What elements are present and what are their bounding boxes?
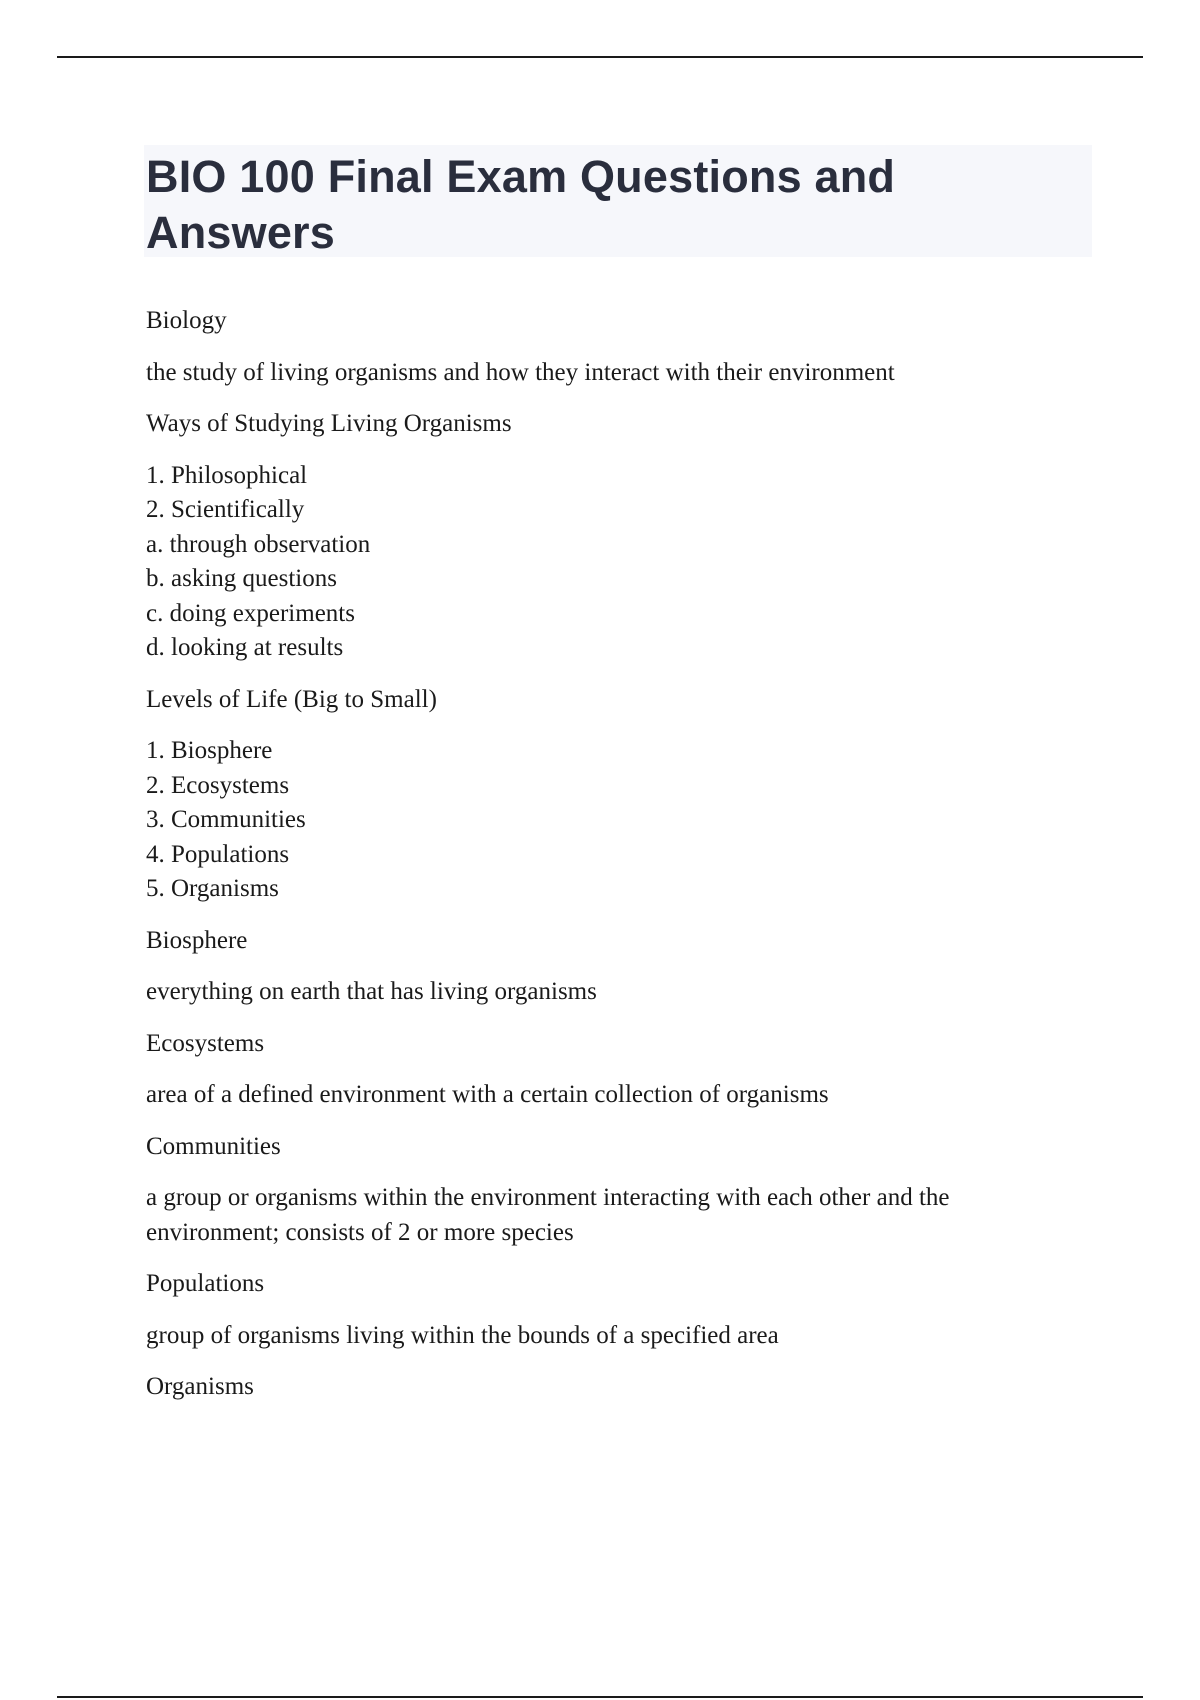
text-line: area of a defined environment with a certain collection of organisms — [146, 1081, 829, 1108]
definition-list — [146, 459, 1086, 666]
text-line: group of organisms living within the bounds of a specified area — [146, 1321, 779, 1349]
list-item: b. asking questions — [146, 565, 337, 592]
page-title: BIO 100 Final Exam Questions and Answers — [146, 151, 896, 258]
top-rule — [57, 56, 1143, 58]
list-item: 4. Populations — [146, 840, 290, 868]
text-line: the study of living organisms and how they interact with their environment — [146, 358, 895, 386]
text-line: everything on earth that has living organisms — [146, 978, 597, 1005]
list-item: c. doing experiments — [146, 599, 355, 627]
term — [146, 924, 1086, 959]
text-line: Organisms — [146, 1373, 254, 1400]
list-item: 1. Biosphere — [146, 737, 273, 764]
text-line: Populations — [146, 1270, 265, 1297]
definition — [146, 1078, 1086, 1113]
definition — [146, 356, 1086, 391]
text-line: Ways of Studying Living Organisms — [146, 410, 512, 437]
term — [146, 304, 1086, 339]
term — [146, 1370, 1086, 1405]
text-line: Levels of Life (Big to Small) — [146, 685, 437, 713]
list-item: a. through observation — [146, 530, 371, 558]
text-line: Biosphere — [146, 926, 248, 954]
list-item: 5. Organisms — [146, 875, 279, 902]
term — [146, 1130, 1086, 1165]
term — [146, 683, 1086, 718]
bottom-rule — [57, 1696, 1143, 1698]
list-item: 1. Philosophical — [146, 461, 308, 489]
definition — [146, 1319, 1086, 1354]
text-line: a group or organisms within the environment interacting with each other and the environment; consists of 2 or more species — [146, 1184, 950, 1246]
definition-list — [146, 734, 1086, 907]
definition — [146, 1181, 1086, 1250]
document-body — [146, 304, 1086, 1422]
list-item: 2. Ecosystems — [146, 771, 290, 799]
term — [146, 1027, 1086, 1062]
text-line: Communities — [146, 1132, 281, 1160]
definition — [146, 975, 1086, 1010]
text-line: Ecosystems — [146, 1029, 265, 1057]
term — [146, 407, 1086, 442]
title-banner — [144, 145, 1092, 257]
text-line: Biology — [146, 307, 227, 334]
list-item: 3. Communities — [146, 806, 306, 833]
term — [146, 1267, 1086, 1302]
list-item: 2. Scientifically — [146, 496, 305, 523]
list-item: d. looking at results — [146, 634, 344, 661]
